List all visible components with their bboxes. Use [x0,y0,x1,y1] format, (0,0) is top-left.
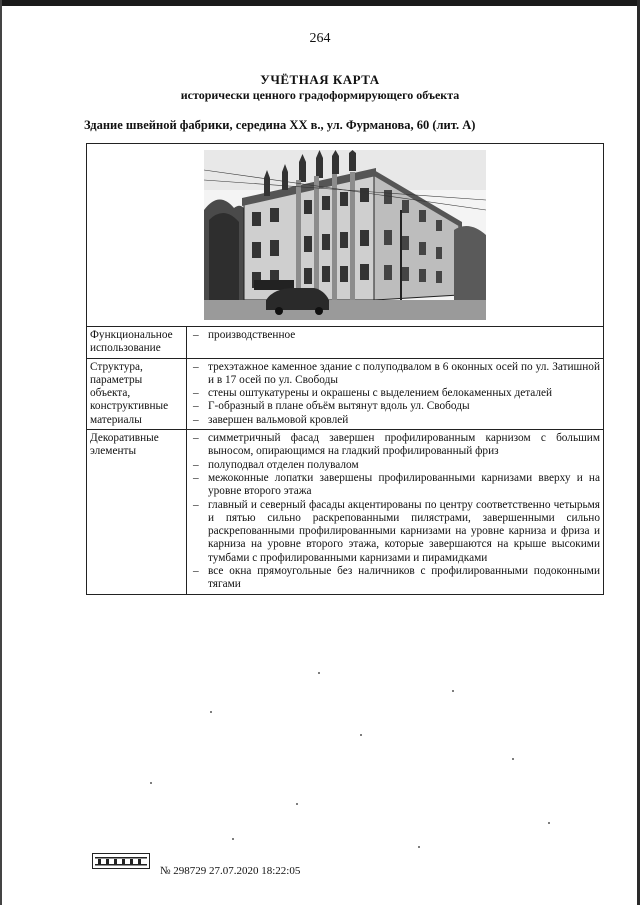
photo-row [87,144,604,327]
row-structure [87,358,604,429]
list-item: – симметричный фасад завершен профилированным карнизом с большим выносом, опирающимся на гладкий профилированный фриз [208,432,600,459]
card-title: УЧЁТНАЯ КАРТА [260,72,380,87]
record-card-table [86,143,604,595]
list-item: – Г-образный в плане объём вытянут вдоль ул. Свободы [208,400,600,413]
list-item: – все окна прямоугольные без наличников с профилированными подоконными тягами [208,565,600,592]
list-item: – стены оштукатурены и окрашены с выделением белокаменных деталей [208,387,600,400]
page-number: 264 [309,31,331,46]
card-subtitle: исторически ценного градоформирующего объекта [180,88,460,102]
row-content [187,430,604,595]
list-item: – завершен вальмовой кровлей [208,414,600,427]
row-label: Функциональное использование [87,327,187,359]
row-function [87,327,604,359]
row-content [187,358,604,429]
document-number: № 298729 27.07.2020 18:22:05 [160,865,301,877]
building-photo [204,150,486,320]
row-label: Структура, параметры объекта, конструктивные материалы [87,358,187,429]
list-item: – полуподвал отделен полувалом [208,459,600,472]
photo-cell [87,144,604,327]
scan-edge-top [0,0,640,6]
object-name: Здание швейной фабрики, середина XX в., ул. Фурманова, 60 (лит. А) [84,118,476,132]
list-item: – межоконные лопатки завершены профилированными карнизами вверху и на уровне второго этажа [208,472,600,499]
row-decorative [87,430,604,595]
list-item: – трехэтажное каменное здание с полуподвалом в 6 оконных осей по ул. Затишной и в 17 осей по ул. Свободы [208,361,600,388]
scan-edge-left [0,0,2,905]
row-label: Декоративные элементы [87,430,187,595]
row-content [187,327,604,359]
stamp-logo [92,853,150,869]
list-item: – главный и северный фасады акцентированы по центру соответственно четырьмя и пятью сильно раскрепованными пилястрами, завершенными сильно раскрепованными профилированными карнизами на уровне карниза и фриза и карниза на уровне второго этажа, которые завершаются на крыше высокими тумбами с профилированными карнизами и пирамидками [208,499,600,565]
list-item: – производственное [208,329,600,342]
